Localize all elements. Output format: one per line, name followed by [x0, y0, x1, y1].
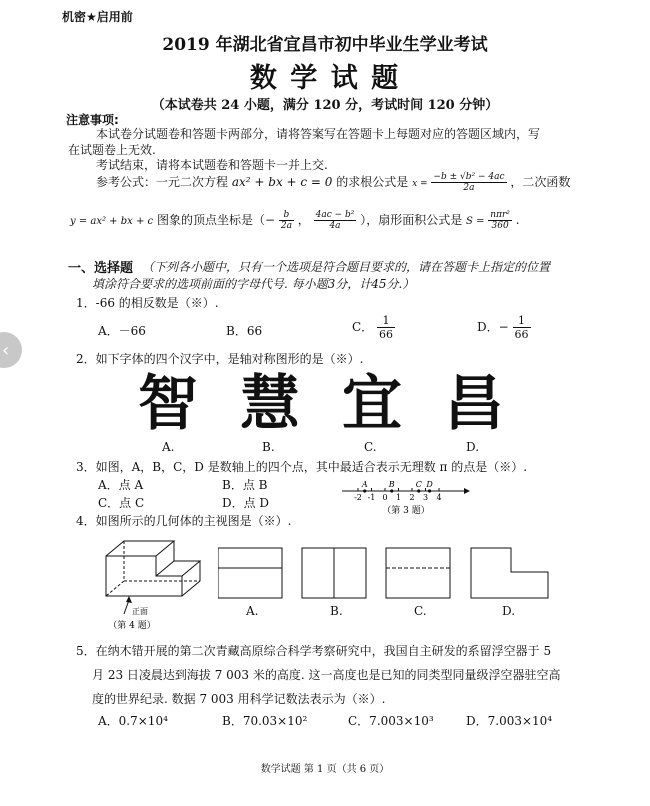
q1-option-c [352, 314, 395, 341]
prev-page-button[interactable] [0, 332, 22, 368]
q4-solid-figure [96, 536, 206, 631]
notice-line1: 本试卷分试题卷和答题卡两部分，请将答案写在答题卡上每题对应的答题区域内，写 [96, 127, 541, 141]
q3-option-b: B．点 B [222, 478, 268, 492]
vertex-y-num: 4ac − b² [315, 210, 355, 220]
q1-d-den: 66 [514, 328, 529, 341]
vertex-y-fraction [314, 210, 357, 231]
q5-option-c: C．7.003×10³ [348, 714, 434, 728]
sector-den: 360 [491, 221, 509, 231]
q3-stem: 3．如图，A，B，C，D 是数轴上的四个点，其中最适合表示无理数 π 的点是（※）. [76, 460, 528, 474]
q2-label-b: B. [262, 440, 275, 454]
q4-figure-d [471, 548, 548, 598]
q2-char-b: 慧 [240, 369, 300, 439]
section1-title: 一、选择题 [68, 261, 134, 276]
vertex-y-den: 4a [329, 221, 341, 231]
root-lhs: x = [412, 179, 428, 189]
q3-tick-label: 4 [436, 493, 442, 502]
q4-stem: 4．如图所示的几何体的主视图是（※）. [76, 514, 292, 528]
root-fraction [431, 172, 506, 193]
q2-char-d: 昌 [444, 369, 504, 439]
exam-title: 2019 年湖北省宜昌市初中毕业生学业考试 [162, 35, 488, 55]
subject-title: 数 学 试 题 [249, 63, 401, 94]
q5-line2: 月 23 日凌晨达到海拔 7 003 米的高度. 这一高度也是已知的同类型同量级浮空器驻空高 [92, 668, 561, 682]
q5-line1: 5．在纳木错开展的第二次青藏高原综合科学考察研究中，我国自主研发的系留浮空器于 5 [76, 644, 552, 658]
q4-figure-c [386, 548, 450, 598]
q4-caption: （第 4 题） [108, 621, 156, 631]
q3-tick-label: 1 [395, 493, 402, 502]
q1-option-d [477, 314, 531, 341]
q5-option-a: A．0.7×10⁴ [98, 714, 168, 728]
formula-label: 参考公式：一元二次方程 [96, 175, 229, 189]
q3-point [428, 489, 431, 492]
q3-point [390, 489, 393, 492]
q3-caption: （第 3 题） [382, 506, 430, 516]
q3-point [417, 489, 420, 492]
root-denominator: 2a [463, 183, 475, 193]
formula-tail: ，二次函数 [510, 175, 571, 189]
chevron-left-icon: ‹ [2, 340, 10, 361]
q1-option-a: A．－66 [98, 324, 146, 338]
q3-point-label: B [388, 480, 395, 489]
q1-d-num: 1 [513, 314, 531, 328]
q2-label-c: C. [364, 440, 377, 454]
sector-lhs: S = [466, 216, 485, 227]
root-numerator: −b ± √b² − 4ac [433, 172, 505, 182]
q3-point-label: C [415, 480, 422, 489]
sector-label: ），扇形面积公式是 [360, 213, 463, 227]
vertex-x-num: b [279, 210, 294, 221]
q4-options-figures [218, 546, 558, 602]
sector-fraction [488, 210, 512, 231]
q1-c-fraction [377, 314, 395, 341]
sector-num: nπr² [490, 210, 510, 220]
q1-stem: 1．-66 的相反数是（※）. [76, 296, 219, 310]
q1-c-den: 66 [379, 328, 394, 341]
page-footer: 数学试题 第 1 页（共 6 页） [260, 764, 390, 775]
quadratic-func: y = ax² + bx + c [70, 216, 154, 227]
q3-point-label: A [361, 480, 368, 489]
notice-line2: 在试题卷上无效. [68, 143, 156, 157]
notice-heading: 注意事项: [66, 113, 119, 127]
formula-equation: ax² + bx + c = 0 [231, 175, 333, 189]
notice-line3: 考试结束，请将本试题卷和答题卡一并上交. [96, 158, 328, 172]
q3-option-d: D．点 D [222, 496, 270, 510]
q4-figure-b [302, 548, 366, 598]
q3-tick-label: 3 [422, 493, 429, 502]
q3-point-label: D [426, 480, 433, 489]
secret-label: 机密★启用前 [62, 10, 133, 24]
q4-label-b: B. [330, 604, 343, 618]
q3-point [363, 489, 366, 492]
q2-char-c: 宜 [342, 369, 402, 439]
q2-stem: 2．如下字体的四个汉字中，是轴对称图形的是（※）. [76, 352, 364, 366]
q5-option-b: B．70.03×10² [222, 714, 308, 728]
q3-tick-label: 0 [382, 493, 388, 502]
q4-label-a: A. [246, 604, 259, 618]
vertex-x-fraction [279, 210, 294, 231]
q4-figure-a [218, 548, 282, 598]
q3-option-c: C．点 C [98, 496, 145, 510]
q3-option-a: A．点 A [98, 478, 144, 492]
q2-char-a: 智 [138, 369, 198, 439]
formula-line2 [70, 210, 590, 231]
q1-c-num: 1 [377, 314, 395, 328]
formula-end: . [515, 213, 520, 227]
q4-label-c: C. [414, 604, 427, 618]
q3-tick-label: -2 [354, 493, 362, 502]
exam-info: （本试卷共 24 小题，满分 120 分，考试时间 120 分钟） [151, 98, 499, 113]
q1-d-fraction [513, 314, 531, 341]
vertex-x-den: 2a [280, 221, 292, 231]
vertex-label: 图象的顶点坐标是（− [156, 213, 276, 227]
q4-front-label: 正面 [132, 607, 148, 616]
vertex-comma: ， [297, 213, 310, 227]
formula-line1 [96, 172, 576, 193]
q1-c-label: C． [352, 320, 374, 334]
q1-d-label: D．− [477, 320, 509, 334]
section1-desc2: 填涂符合要求的选项前面的字母代号. 每小题3分，计45分.） [92, 277, 415, 291]
q4-label-d: D. [502, 604, 516, 618]
q2-label-a: A. [162, 440, 175, 454]
formula-mid: 的求根公式是 [336, 175, 409, 189]
section1-desc1: （下列各小题中，只有一个选项是符合题目要求的，请在答题卡上指定的位置 [142, 260, 551, 274]
q2-label-d: D. [466, 440, 480, 454]
q5-line3: 度的世界纪录. 数据 7 003 用科学记数法表示为（※）. [92, 692, 386, 706]
q1-option-b: B．66 [226, 324, 263, 338]
q3-tick-label: 2 [409, 493, 415, 502]
q3-number-line [336, 478, 476, 518]
q5-option-d: D．7.003×10⁴ [466, 714, 553, 728]
q3-tick-label: -1 [367, 493, 376, 502]
